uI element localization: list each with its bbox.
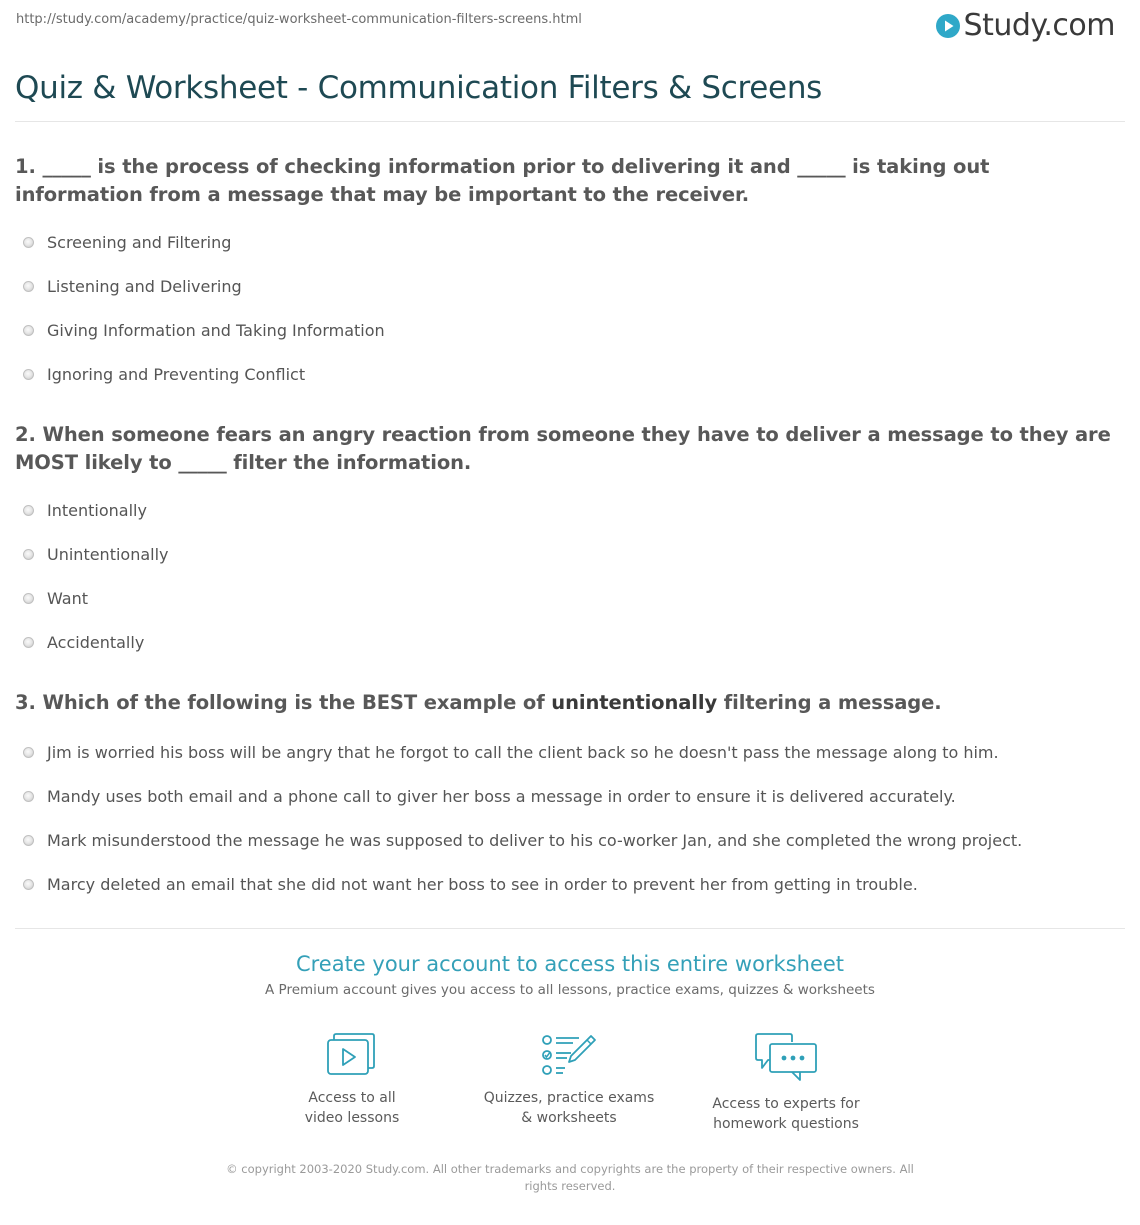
question-text	[15, 689, 1115, 717]
option-label: Mark misunderstood the message he was supposed to deliver to his co-worker Jan, and she completed the wrong project.	[47, 830, 1023, 850]
answer-option[interactable]	[15, 620, 1115, 664]
question-2	[15, 421, 1115, 664]
feature-label-line: & worksheets	[521, 1110, 617, 1126]
chat-bubbles-icon	[754, 1032, 818, 1084]
question-body: _____ is the process of checking information prior to delivering it and _____ is taking out information from a message that may be important to the receiver.	[15, 155, 990, 206]
video-lessons-icon	[326, 1032, 378, 1078]
answer-option[interactable]	[15, 774, 1115, 818]
page-url: http://study.com/academy/practice/quiz-worksheet-communication-filters-screens.html	[16, 12, 582, 27]
option-label: Mandy uses both email and a phone call to giver her boss a message in order to ensure it is delivered accurately.	[47, 786, 956, 806]
feature-label-line: homework questions	[713, 1116, 859, 1132]
answer-option[interactable]	[15, 862, 1115, 906]
option-label: Accidentally	[47, 632, 145, 652]
option-label: Intentionally	[47, 500, 147, 520]
radio-button[interactable]	[23, 281, 34, 292]
study-logo[interactable]	[935, 8, 1115, 43]
feature-label	[686, 1094, 886, 1134]
answer-option[interactable]	[15, 264, 1115, 308]
option-label: Want	[47, 588, 89, 608]
feature-experts	[686, 1032, 886, 1134]
radio-button[interactable]	[23, 747, 34, 758]
logo-text: Study.com	[963, 8, 1115, 43]
answer-options	[15, 220, 1115, 396]
cta-subtitle: A Premium account gives you access to all lessons, practice exams, quizzes & worksheets	[265, 982, 875, 998]
question-number: 1.	[15, 155, 36, 178]
answer-option[interactable]	[15, 818, 1115, 862]
answer-option[interactable]	[15, 308, 1115, 352]
radio-button[interactable]	[23, 791, 34, 802]
option-label: Jim is worried his boss will be angry that he forgot to call the client back so he doesn't pass the message along to him.	[47, 742, 999, 762]
question-text	[15, 421, 1115, 477]
option-label: Marcy deleted an email that she did not want her boss to see in order to prevent her from getting in trouble.	[47, 874, 918, 894]
feature-label-line: video lessons	[304, 1110, 400, 1126]
answer-options	[15, 488, 1115, 664]
option-label: Listening and Delivering	[47, 276, 242, 296]
option-label: Screening and Filtering	[47, 232, 232, 252]
radio-button[interactable]	[23, 237, 34, 248]
title-divider	[15, 121, 1125, 122]
signup-cta	[0, 952, 1140, 998]
answer-option[interactable]	[15, 352, 1115, 396]
question-emphasis: unintentionally	[551, 691, 718, 714]
question-number: 2.	[15, 423, 36, 446]
cta-title[interactable]: Create your account to access this entire worksheet	[295, 952, 845, 976]
question-3	[15, 689, 1115, 906]
feature-video-lessons	[252, 1032, 452, 1128]
radio-button[interactable]	[23, 835, 34, 846]
answer-option[interactable]	[15, 532, 1115, 576]
option-label: Unintentionally	[47, 544, 169, 564]
radio-button[interactable]	[23, 369, 34, 380]
radio-button[interactable]	[23, 637, 34, 648]
copyright-notice: © copyright 2003-2020 Study.com. All other trademarks and copyrights are the property of their respective owners. All rights reserved.	[226, 1162, 914, 1193]
radio-button[interactable]	[23, 593, 34, 604]
answer-options	[15, 730, 1115, 906]
feature-label-line: Quizzes, practice exams	[483, 1090, 655, 1106]
option-label: Ignoring and Preventing Conflict	[47, 364, 306, 384]
feature-label	[469, 1088, 669, 1128]
feature-quizzes	[469, 1032, 669, 1128]
radio-button[interactable]	[23, 879, 34, 890]
question-body-end: filtering a message.	[723, 691, 942, 714]
answer-option[interactable]	[15, 220, 1115, 264]
answer-option[interactable]	[15, 576, 1115, 620]
feature-label-line: Access to experts for	[712, 1096, 860, 1112]
answer-option[interactable]	[15, 488, 1115, 532]
radio-button[interactable]	[23, 325, 34, 336]
question-body: Which of the following is the BEST example of	[42, 691, 545, 714]
radio-button[interactable]	[23, 505, 34, 516]
radio-button[interactable]	[23, 549, 34, 560]
feature-label-line: Access to all	[308, 1090, 396, 1106]
question-text	[15, 153, 1115, 209]
question-1	[15, 153, 1115, 396]
question-body: When someone fears an angry reaction from someone they have to deliver a message to they are MOST likely to _____ filter the information.	[15, 423, 1111, 474]
quiz-checklist-icon	[541, 1032, 597, 1078]
feature-label	[252, 1088, 452, 1128]
answer-option[interactable]	[15, 730, 1115, 774]
page-title: Quiz & Worksheet - Communication Filters & Screens	[15, 70, 823, 106]
play-logo-icon	[935, 13, 961, 39]
question-number: 3.	[15, 691, 36, 714]
option-label: Giving Information and Taking Information	[47, 320, 385, 340]
cta-divider	[15, 928, 1125, 929]
